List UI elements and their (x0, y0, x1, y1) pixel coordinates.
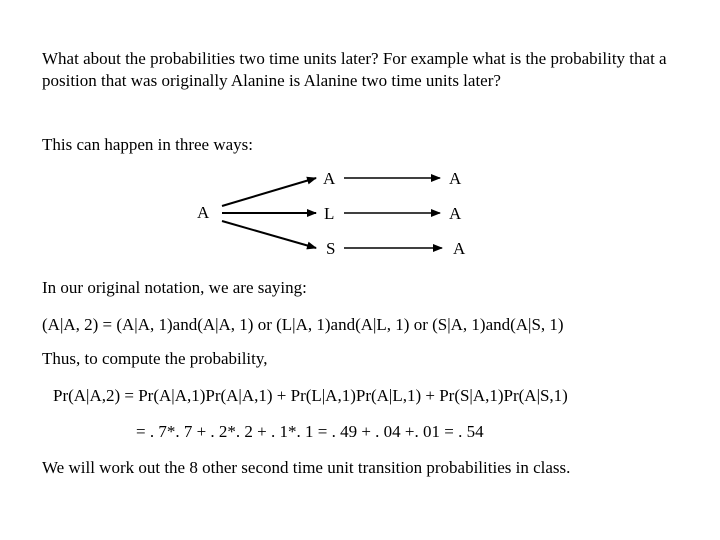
closing-line: We will work out the 8 other second time unit transition probabilities in class. (42, 458, 571, 477)
arrow-start-to-a (222, 178, 316, 206)
ways-heading: This can happen in three ways: (42, 135, 254, 154)
thus-line: Thus, to compute the probability, (42, 349, 268, 368)
node-middle-l: L (324, 204, 335, 223)
node-end-2: A (449, 204, 462, 223)
notation-line: (A|A, 2) = (A|A, 1)and(A|A, 1) or (L|A, 1)and(A|L, 1) or (S|A, 1)and(A|S, 1) (42, 315, 564, 334)
notation-intro: In our original notation, we are saying: (42, 278, 307, 297)
formula-line: Pr(A|A,2) = Pr(A|A,1)Pr(A|A,1) + Pr(L|A,1)Pr(A|L,1) + Pr(S|A,1)Pr(A|S,1) (53, 386, 568, 405)
node-end-3: A (453, 239, 466, 258)
node-start: A (197, 203, 210, 222)
node-middle-a: A (323, 169, 336, 188)
arrow-start-to-s (222, 221, 316, 248)
node-end-1: A (449, 169, 462, 188)
node-middle-s: S (326, 239, 336, 258)
computation-line: = . 7*. 7 + . 2*. 2 + . 1*. 1 = . 49 + . 04 +. 01 = . 54 (136, 422, 484, 441)
intro-paragraph: What about the probabilities two time units later? For example what is the probability that a position that was originally Alanine is Alanine two time units later? (42, 49, 667, 90)
